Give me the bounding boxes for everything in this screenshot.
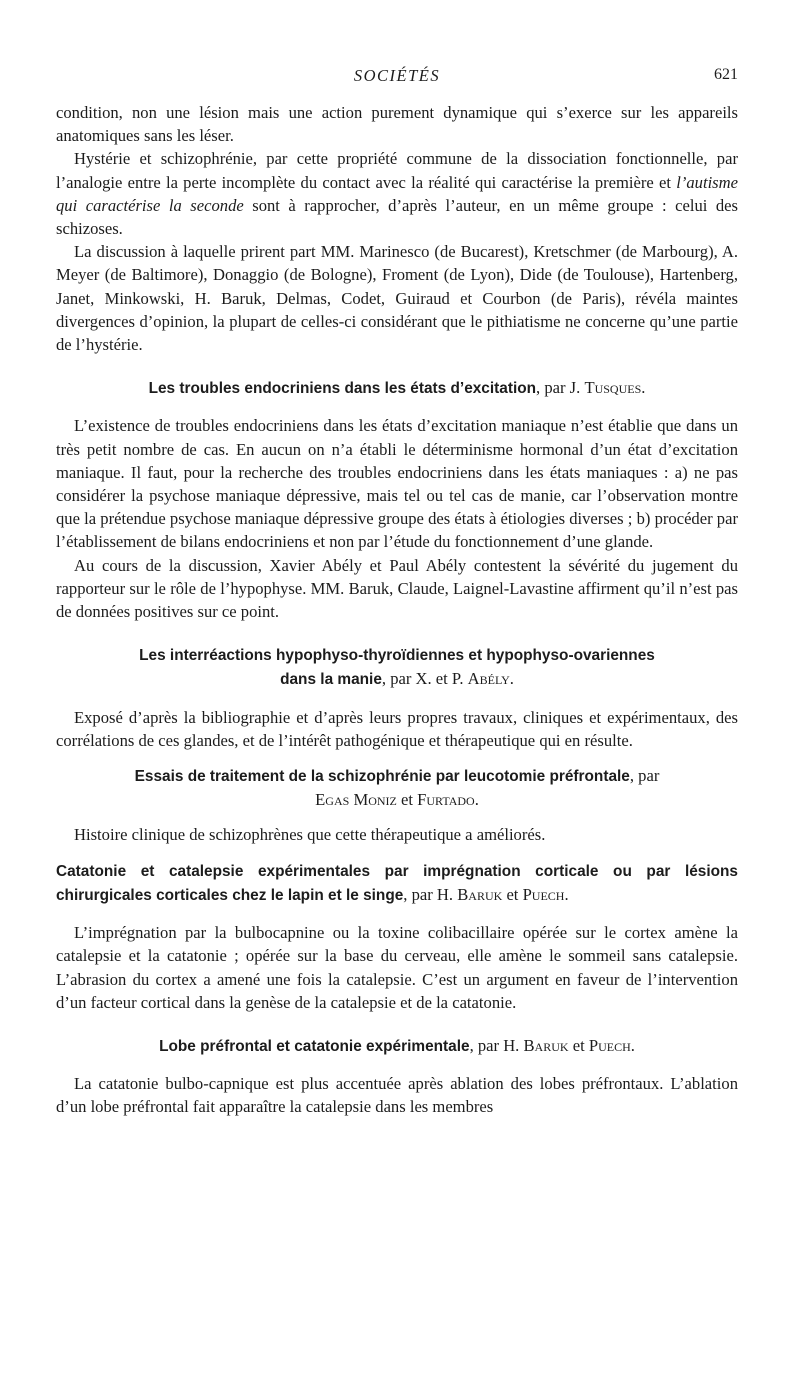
section-1-title: Les troubles endocriniens dans les états d’excitation: [148, 380, 537, 398]
section-1-heading: Les troubles endocriniens dans les états d’excitation, par J. Tusques.: [148, 378, 646, 398]
section-3-author-1: Egas Moniz: [315, 790, 397, 810]
section-2-paragraph-1: Exposé d’après la bibliographie et d’après leurs propres travaux, cliniques et expérimentaux, des corrélations de ces glandes, et de l’intérêt pathogénique et thérapeutique qui en résulte.: [56, 707, 738, 750]
intro-p2-italic: l’autisme qui caractérise la seconde: [56, 172, 738, 215]
section-4-title: Catatonie et catalepsie expérimentales par imprégnation corticale ou par lésions chirurgicales corticales chez le lapin et le singe: [56, 862, 738, 904]
section-3-paragraph-1: Histoire clinique de schizophrènes que cette thérapeutique a améliorés.: [74, 825, 546, 845]
section-4-heading: Catatonie et catalepsie expérimentales par imprégnation corticale ou par lésions chirurgicales corticales chez le lapin et le singe, par H. Baruk et Puech.: [56, 862, 738, 904]
section-2-title-line-2: dans la manie: [280, 671, 382, 689]
section-2-author: Abély: [467, 669, 510, 689]
section-2-heading: Les interréactions hypophyso-thyroïdiennes et hypophyso-ovariennes dans la manie, par X. et P. Abély.: [139, 647, 655, 689]
body-text: [56, 101, 738, 1119]
section-1-author: Tusques: [584, 378, 642, 398]
page-number: 621: [714, 66, 738, 83]
section-4-author-2: Puech: [522, 884, 565, 904]
intro-paragraph-1: condition, non une lésion mais une action purement dynamique qui s’exerce sur les appareils anatomiques sans les léser.: [56, 103, 738, 146]
section-4-author-1: Baruk: [457, 884, 503, 904]
section-5-author-1: Baruk: [523, 1035, 569, 1055]
section-3-author-2: Furtado: [417, 790, 475, 810]
section-4-paragraph-1: L’imprégnation par la bulbocapnine ou la toxine colibacillaire opérée sur le cortex amène la catalepsie et la catatonie ; opérée sur la base du cerveau, elle amène le sommeil sans catalepsie. L’abrasion du cortex a amené une fois la catalepsie. C’est un argument en faveur de l’intervention d’un facteur cortical dans la genèse de la catalepsie et de la catatonie.: [56, 923, 738, 1012]
section-3-heading: Essais de traitement de la schizophrénie par leucotomie préfrontale, par Egas Moniz et Furtado.: [134, 766, 660, 810]
section-1-paragraph-1: L’existence de troubles endocriniens dans les états d’excitation maniaque n’est établie que dans un très petit nombre de cas. En aucun on n’a établi le déterminisme hormonal d’un état d’excitation maniaque. Il faut, pour la recherche des troubles endocriniens dans les états maniaques : a) ne pas considérer la psychose maniaque dépressive, mais tel ou tel cas de manie, car l’observation montre que la prétendue psychose maniaque dépressive groupe des états à étiologies diverses ; b) procéder par l’établissement de bilans endocriniens et non par l’étude du fonctionnement d’une glande.: [56, 416, 738, 552]
running-head: [56, 66, 738, 90]
intro-p2-end: sont à rapprocher, d’après l’auteur, en un même groupe : celui des schizoses.: [56, 195, 738, 239]
section-1-paragraph-2: Au cours de la discussion, Xavier Abély et Paul Abély contestent la sévérité du jugement du rapporteur sur le rôle de l’hypophyse. MM. Baruk, Claude, Laignel-Lavastine affirment qu’il n’est pas de données positives sur ce point.: [56, 555, 738, 622]
intro-p2-start: Hystérie et schizophrénie, par cette propriété commune de la dissociation fonctionnelle, par l’analogie entre la perte incomplète du contact avec la réalité qui caractérise la première et: [56, 149, 738, 192]
section-2-title-line-1: Les interréactions hypophyso-thyroïdiennes et hypophyso-ovariennes: [139, 647, 655, 665]
section-5-paragraph-1: La catatonie bulbo-capnique est plus accentuée après ablation des lobes préfrontaux. L’ablation d’un lobe préfrontal fait apparaître la catalepsie dans les membres: [56, 1074, 738, 1117]
section-5-title: Lobe préfrontal et catatonie expérimentale: [159, 1037, 470, 1055]
section-5-heading: Lobe préfrontal et catatonie expérimentale, par H. Baruk et Puech.: [159, 1035, 635, 1055]
section-5-author-2: Puech: [588, 1035, 631, 1055]
section-3-title: Essais de traitement de la schizophrénie par leucotomie préfrontale: [134, 768, 630, 786]
intro-paragraph-3: La discussion à laquelle prirent part MM. Marinesco (de Bucarest), Kretschmer (de Marbourg), A. Meyer (de Baltimore), Donaggio (de Bologne), Froment (de Lyon), Dide (de Toulouse), Hartenberg, Janet, Minkowski, H. Baruk, Delmas, Codet, Guiraud et Courbon (de Paris), révéla maintes divergences d’opinion, la plupart de celles-ci considérant que le pithiatisme ne concerne qu’une partie de l’hystérie.: [56, 242, 738, 355]
intro-paragraph-2: [56, 147, 738, 240]
running-title: SOCIÉTÉS: [353, 66, 441, 85]
